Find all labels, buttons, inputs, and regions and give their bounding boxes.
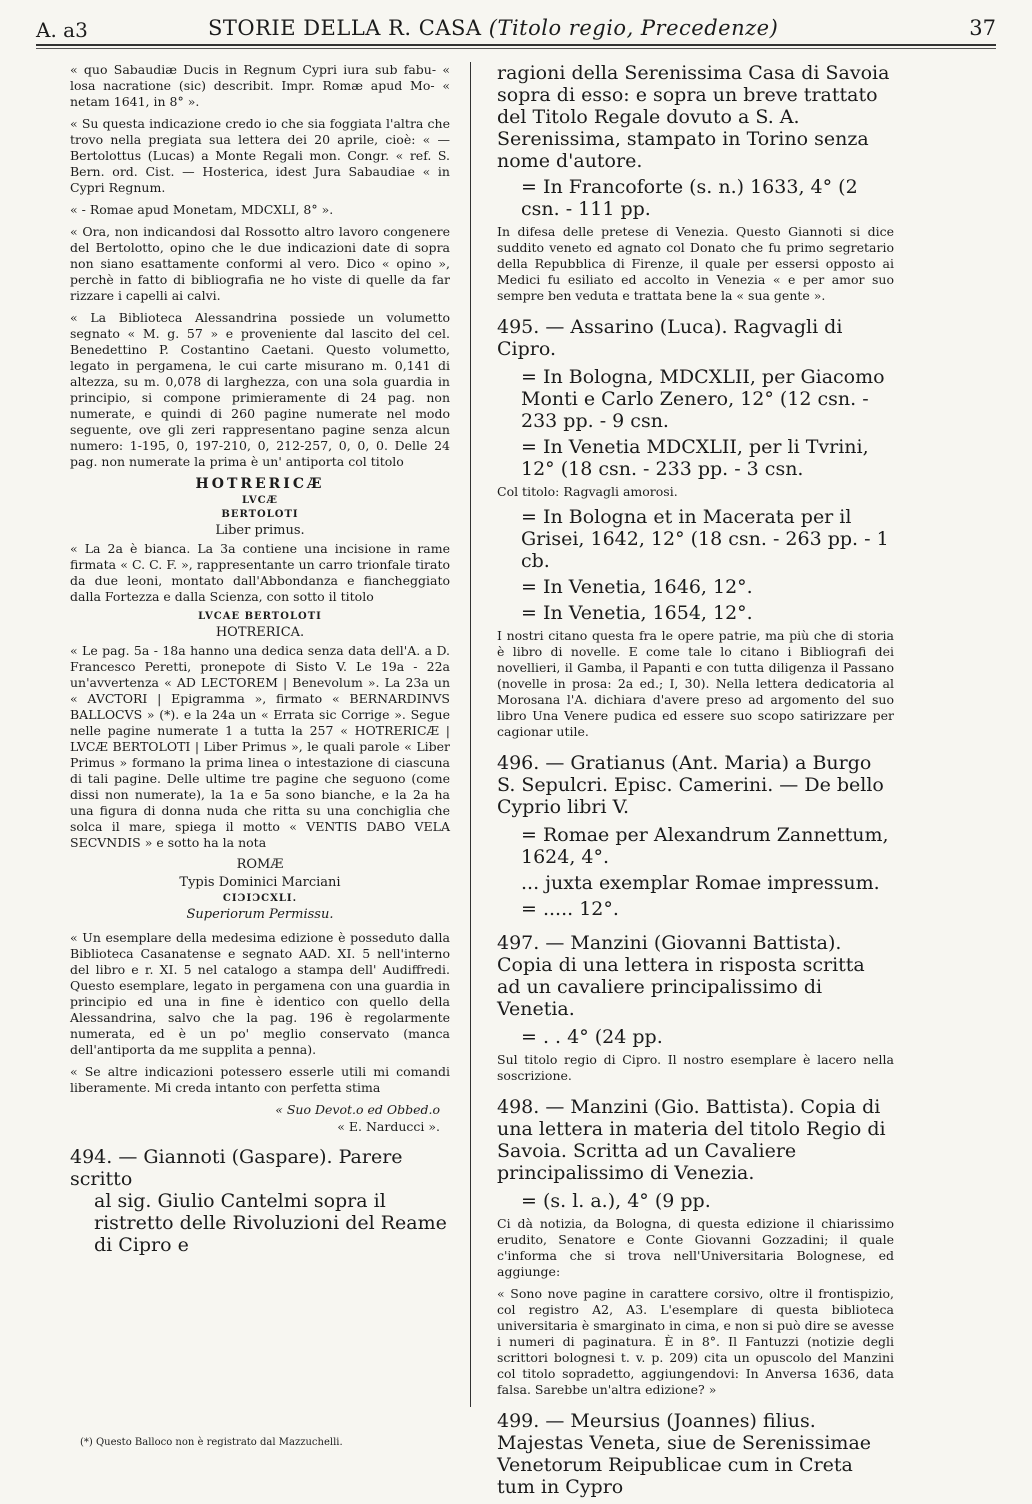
imprint: = In Bologna, MDCXLII, per Giacomo Monti e Carlo Zenero, 12° (12 csn. - 233 pp. - 9 csn. — [521, 366, 885, 432]
imprint: = Romae per Alexandrum Zannettum, 1624, 4°. — [521, 824, 889, 868]
page-title: STORIE DELLA R. CASA (Titolo regio, Precedenze) — [208, 16, 779, 40]
header-rule — [36, 44, 996, 46]
imprint: = . . 4° (24 pp. — [521, 1026, 663, 1048]
header-rule-thin — [36, 48, 996, 49]
note: « Sono nove pagine in carattere corsivo, oltre il frontispizio, col registro A2, A3. L'esemplare di questa biblioteca universitaria è smarginato in cima, e non si può dire se avesse i numeri di paginatura. È in 8°. Il Fantuzzi (notizie degli scrittori bolognesi t. v. p. 209) cita un opuscolo del Manzini col titolo sopradetto, aggiungendovi: In Anversa 1636, data falsa. Sarebbe un'altra edizione? » — [497, 1286, 894, 1397]
quoted-title: HOTRERICA. — [215, 625, 305, 640]
imprint: = In Venetia MDCXLII, per li Tvrini, 12° (18 csn. - 233 pp. - 3 csn. — [521, 436, 869, 480]
entry-497: 497. — Manzini (Giovanni Battista). Copia di una lettera in risposta scritta ad un cavaliere principalissimo di Venetia. — [497, 932, 865, 1020]
imprint: = In Francoforte (s. n.) 1633, 4° (2 csn. - 111 pp. — [521, 176, 858, 220]
imprint-line: Typis Dominici Marciani — [179, 875, 341, 890]
imprint: = ..... 12°. — [521, 898, 619, 920]
quoted-title: LVCAE BERTOLOTI — [198, 611, 322, 622]
column-divider — [470, 62, 471, 1407]
signature-line: « E. Narducci ». — [337, 1119, 440, 1134]
entry-494: 494. — Giannoti (Gaspare). Parere scritto — [70, 1146, 403, 1190]
entry-495: 495. — Assarino (Luca). Ragvagli di Cipro. — [497, 316, 843, 360]
page-number: 37 — [969, 16, 996, 40]
note: Sul titolo regio di Cipro. Il nostro esemplare è lacero nella soscrizione. — [497, 1052, 894, 1083]
imprint: ... juxta exemplar Romae impressum. — [521, 872, 880, 894]
quoted-title: HOTRERICÆ — [195, 476, 325, 492]
quoted-title: Liber primus. — [215, 523, 305, 538]
signature-mark: A. a3 — [36, 18, 88, 42]
running-header — [36, 14, 996, 42]
paragraph: « Ora, non indicandosi dal Rossotto altro lavoro congenere del Bertolotto, opino che le due indicazioni date di sopra non siano esattamente conformi al vero. Dico « opino », perchè in fatto di bibliografia ne ho viste di quelle da far rizzare i capelli ai calvi. — [70, 224, 450, 303]
note: Ci dà notizia, da Bologna, di questa edizione il chiarissimo erudito, Senatore e Conte Giovanni Gozzadini; il quale c'informa che si trova nell'Universitaria Bolognese, ed aggiunge: — [497, 1216, 894, 1279]
entry-498: 498. — Manzini (Gio. Battista). Copia di una lettera in materia del titolo Regio di Savoia. Scritta ad un Cavaliere principalissimo di Venezia. — [497, 1096, 886, 1184]
entry-494-cont: al sig. Giulio Cantelmi sopra il ristretto delle Rivoluzioni del Reame di Cipro e — [94, 1190, 447, 1256]
quoted-title: LVCÆ — [242, 495, 278, 506]
paragraph: « Se altre indicazioni potessero esserle utili mi comandi liberamente. Mi creda intanto con perfetta stima — [70, 1064, 450, 1095]
imprint: = In Venetia, 1654, 12°. — [521, 602, 753, 624]
imprint: = In Bologna et in Macerata per il Grisei, 1642, 12° (18 csn. - 263 pp. - 1 cb. — [521, 506, 889, 572]
footnote: (*) Questo Balloco non è registrato dal Mazzuchelli. — [80, 1437, 343, 1448]
paragraph: « Su questa indicazione credo io che sia foggiata l'altra che trovo nella pregiata sua lettera dei 20 aprile, cioè: « — Bertolottus (Lucas) a Monte Regali mon. Congr. « ref. S. Bern. ord. Cist. — Hosterica, idest Jura Sabaudiae « in Cypri Regnum. — [70, 116, 450, 195]
left-column — [70, 62, 450, 1260]
note: In difesa delle pretese di Venezia. Questo Giannoti si dice suddito veneto ed agnato col Donato che fu primo segretario della Repubblica di Firenze, il quale per essersi opposto ai Medici fu esiliato ed accolto in Venezia « e per amor suo sempre ben veduta e trattata bene la « sua gente ». — [497, 224, 894, 303]
paragraph: « quo Sabaudiæ Ducis in Regnum Cypri iura sub fabu- « losa nacratione (sic) describit. Impr. Romæ apud Mo- « netam 1641, in 8° ». — [70, 62, 450, 109]
paragraph: « Un esemplare della medesima edizione è posseduto dalla Biblioteca Casanatense e segnato AAD. XI. 5 nell'interno del libro e r. XI. 5 nel catalogo a stampa dell' Audiffredi. Questo esemplare, legato in pergamena con una guardia in principio ed una in fine è identico con quello della Alessandrina, salvo che la pag. 196 è regolarmente numerata, ed è un po' meglio conservato (manca dell'antiporta da me supplita a penna). — [70, 930, 450, 1057]
entry-499: 499. — Meursius (Joannes) filius. Majestas Veneta, siue de Serenissimae Venetorum Reipublicae cum in Creta tum in Cypro — [497, 1410, 872, 1498]
paragraph: « Le pag. 5a - 18a hanno una dedica senza data dell'A. a D. Francesco Peretti, pronepote di Sisto V. Le 19a - 22a un'avvertenza « AD LECTOREM | Benevolum ». La 23a un « AVCTORI | Epigramma », firmato « BERNARDINVS BALLOCVS » (*). e la 24a un « Errata sic Corrige ». Segue nelle pagine numerate 1 a tutta la 257 « HOTRERICÆ | LVCÆ BERTOLOTI | Liber Primus », le quali parole « Liber Primus » formano la prima linea o intestazione di ciascuna di tali pagine. Delle ultime tre pagine che seguono (come dissi non numerate), la 1a e 5a sono bianche, e la 2a ha una figura di donna nuda che ritta su una conchiglia che solca il mare, spiega il motto « VENTIS DABO VELA SECVNDIS » e sotto ha la nota — [70, 643, 450, 850]
imprint-line: CIƆIƆCXLI. — [222, 893, 298, 904]
right-column — [497, 62, 894, 1504]
paragraph: « La Biblioteca Alessandrina possiede un volumetto segnato « M. g. 57 » e proveniente dal lascito del cel. Benedettino P. Costantino Caetani. Questo volumetto, legato in pergamena, le cui carte misurano m. 0,141 di altezza, su m. 0,078 di larghezza, con una sola guardia in principio, si compone primieramente di 24 pag. non numerate, e quindi di 260 pagine numerate nel modo seguente, ove gli zeri rappresentano pagine senza alcun numero: 1-195, 0, 197-210, 0, 212-257, 0, 0, 0. Delle 24 pag. non numerate la prima è un' antiporta col titolo — [70, 310, 450, 469]
paragraph: « La 2a è bianca. La 3a contiene una incisione in rame firmata « C. C. F. », rappresentante un carro trionfale tirato da due leoni, montato dall'Abbondanza e fiancheggiato dalla Fortezza e dalla Scienza, con sotto il titolo — [70, 541, 450, 604]
entry-496: 496. — Gratianus (Ant. Maria) a Burgo S. Sepulcri. Episc. Camerini. — De bello Cyprio libri V. — [497, 752, 884, 818]
imprint: = In Venetia, 1646, 12°. — [521, 576, 753, 598]
imprint-line: ROMÆ — [236, 857, 284, 872]
entry-cont: ragioni della Serenissima Casa di Savoia sopra di esso: e sopra un breve trattato del Titolo Regale dovuto a S. A. Serenissima, stampato in Torino senza nome d'autore. — [497, 62, 890, 172]
note: I nostri citano questa fra le opere patrie, ma più che di storia è libro di novelle. E come tale lo citano i Bibliografi dei novellieri, il Gamba, il Papanti e con tutta diligenza il Passano (novelle in prosa: 2a ed.; I, 30). Nella lettera dedicatoria al Morosana l'A. dichiara d'avere preso ad argomento del suo libro Una Venere pudica ed essere suo scopo satirizzare per cagionar utile. — [497, 628, 894, 739]
signature-line: « Suo Devot.o ed Obbed.o — [275, 1102, 440, 1117]
paragraph: « - Romae apud Monetam, MDCXLI, 8° ». — [70, 202, 334, 217]
quoted-title: BERTOLOTI — [221, 509, 299, 520]
imprint: = (s. l. a.), 4° (9 pp. — [521, 1190, 711, 1212]
note: Col titolo: Ragvagli amorosi. — [497, 484, 678, 499]
imprint-line: Superiorum Permissu. — [186, 907, 334, 922]
